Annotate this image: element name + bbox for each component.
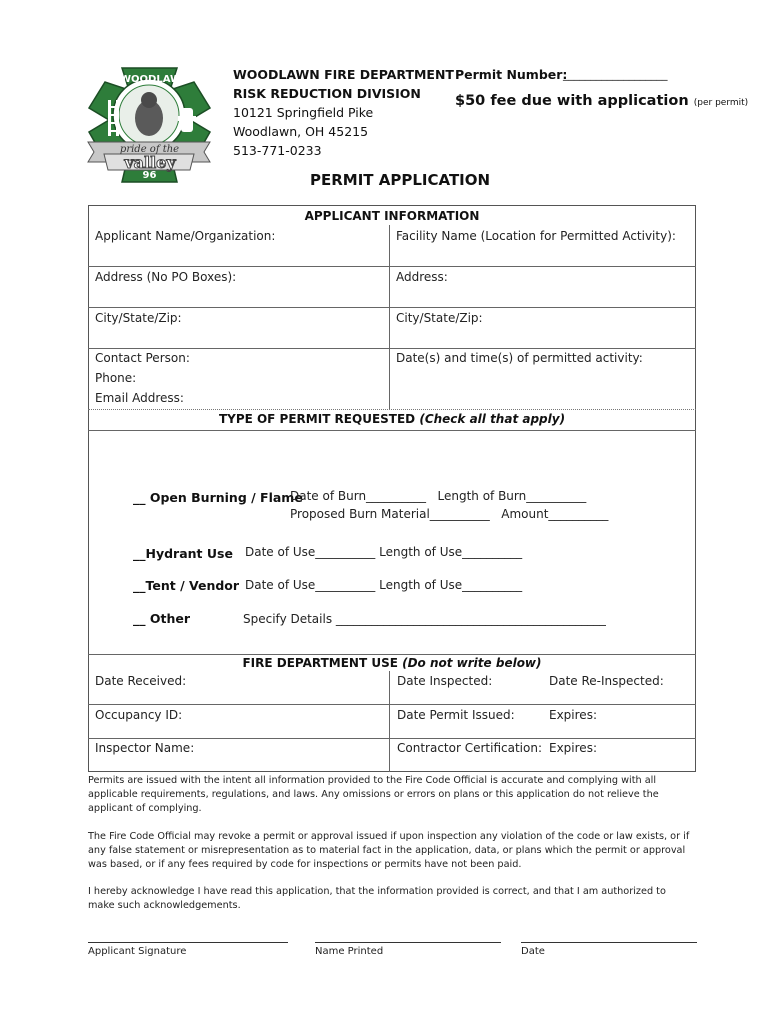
logo-scroll-text: valley — [124, 153, 176, 172]
contractor-certification-field[interactable]: Contractor Certification: — [397, 741, 542, 755]
fire-department-logo — [82, 60, 217, 190]
acknowledgement-paragraph: I hereby acknowledge I have read this application, that the information provided is correct, and that I am authorized to make such acknowledgements. — [88, 886, 666, 911]
email-field[interactable]: Email Address: — [95, 391, 184, 405]
other-checkbox[interactable]: __ Other — [133, 611, 190, 626]
logo-number: 96 — [142, 170, 157, 181]
applicant-address-field[interactable]: Address (No PO Boxes): — [95, 270, 237, 284]
tent-vendor-details[interactable]: Date of Use__________ Length of Use__________ — [245, 578, 523, 592]
applicant-section-title: APPLICANT INFORMATION — [304, 209, 480, 223]
date-inspected-field[interactable]: Date Inspected: — [397, 674, 493, 688]
facility-city-field[interactable]: City/State/Zip: — [396, 311, 483, 325]
phone-field[interactable]: Phone: — [95, 371, 137, 385]
occupancy-id-field[interactable]: Occupancy ID: — [95, 708, 183, 722]
city-address: Woodlawn, OH 45215 — [233, 124, 369, 139]
street-address: 10121 Springfield Pike — [233, 105, 374, 120]
applicant-name-field[interactable]: Applicant Name/Organization: — [95, 229, 276, 243]
revocation-paragraph: The Fire Code Official may revoke a permit or approval issued if upon inspection any violation of the code or law exists, or if any false statement or misrepresentation as to material fact in the application, data, or plans which the permit or approval was based, or if any fees required by code for inspections or permits have not been paid. — [88, 831, 690, 870]
department-name: WOODLAWN FIRE DEPARTMENT — [233, 67, 454, 82]
hydrant-use-checkbox[interactable]: __Hydrant Use — [133, 546, 233, 561]
facility-address-field[interactable]: Address: — [396, 270, 448, 284]
date-label: Date — [521, 946, 545, 957]
date-issued-field[interactable]: Date Permit Issued: — [397, 708, 515, 722]
issuance-paragraph: Permits are issued with the intent all information provided to the Fire Code Official is accurate and complying with all applicable requirements, regulations, and laws. Any omissions or errors on plans or this application do not relieve the applicant of complying. — [88, 775, 659, 814]
logo-top-text: WOODLAWN — [120, 74, 190, 85]
open-burning-details-line1[interactable]: Date of Burn__________ Length of Burn__________ — [290, 489, 587, 503]
tent-vendor-checkbox[interactable]: __Tent / Vendor — [133, 578, 240, 593]
activity-dates-field[interactable]: Date(s) and time(s) of permitted activity: — [396, 351, 643, 365]
permit-number-label: Permit Number: — [455, 67, 568, 82]
fee-note: (per permit) — [693, 98, 749, 108]
date-reinspected-field[interactable]: Date Re-Inspected: — [549, 674, 664, 688]
applicant-signature-line[interactable] — [88, 942, 288, 943]
other-details[interactable]: Specify Details _____________________________________________ — [243, 612, 606, 626]
logo-banner-text: pride of the — [119, 144, 180, 155]
expires-field-1[interactable]: Expires: — [549, 708, 597, 722]
permit-type-section-title: TYPE OF PERMIT REQUESTED (Check all that apply) — [218, 412, 566, 426]
date-received-field[interactable]: Date Received: — [95, 674, 187, 688]
date-line[interactable] — [521, 942, 697, 943]
open-burning-details-line2[interactable]: Proposed Burn Material__________ Amount__________ — [290, 507, 609, 521]
department-phone: 513-771-0233 — [233, 143, 322, 158]
permit-number-field[interactable]: ___________________ — [563, 68, 668, 81]
fee-notice — [455, 90, 748, 109]
name-printed-line[interactable] — [315, 942, 501, 943]
applicant-signature-label: Applicant Signature — [88, 946, 187, 957]
form-title: PERMIT APPLICATION — [310, 171, 491, 189]
contact-person-field[interactable]: Contact Person: — [95, 351, 190, 365]
facility-name-field[interactable]: Facility Name (Location for Permitted Activity): — [396, 229, 676, 243]
division-name: RISK REDUCTION DIVISION — [233, 86, 421, 101]
applicant-city-field[interactable]: City/State/Zip: — [95, 311, 182, 325]
open-burning-checkbox[interactable]: __ Open Burning / Flame — [133, 490, 303, 505]
inspector-name-field[interactable]: Inspector Name: — [95, 741, 195, 755]
fee-text: $50 fee due with application — [455, 93, 689, 109]
fire-use-section-title: FIRE DEPARTMENT USE (Do not write below) — [242, 656, 542, 670]
hydrant-use-details[interactable]: Date of Use__________ Length of Use__________ — [245, 545, 523, 559]
expires-field-2[interactable]: Expires: — [549, 741, 597, 755]
name-printed-label: Name Printed — [315, 946, 384, 957]
